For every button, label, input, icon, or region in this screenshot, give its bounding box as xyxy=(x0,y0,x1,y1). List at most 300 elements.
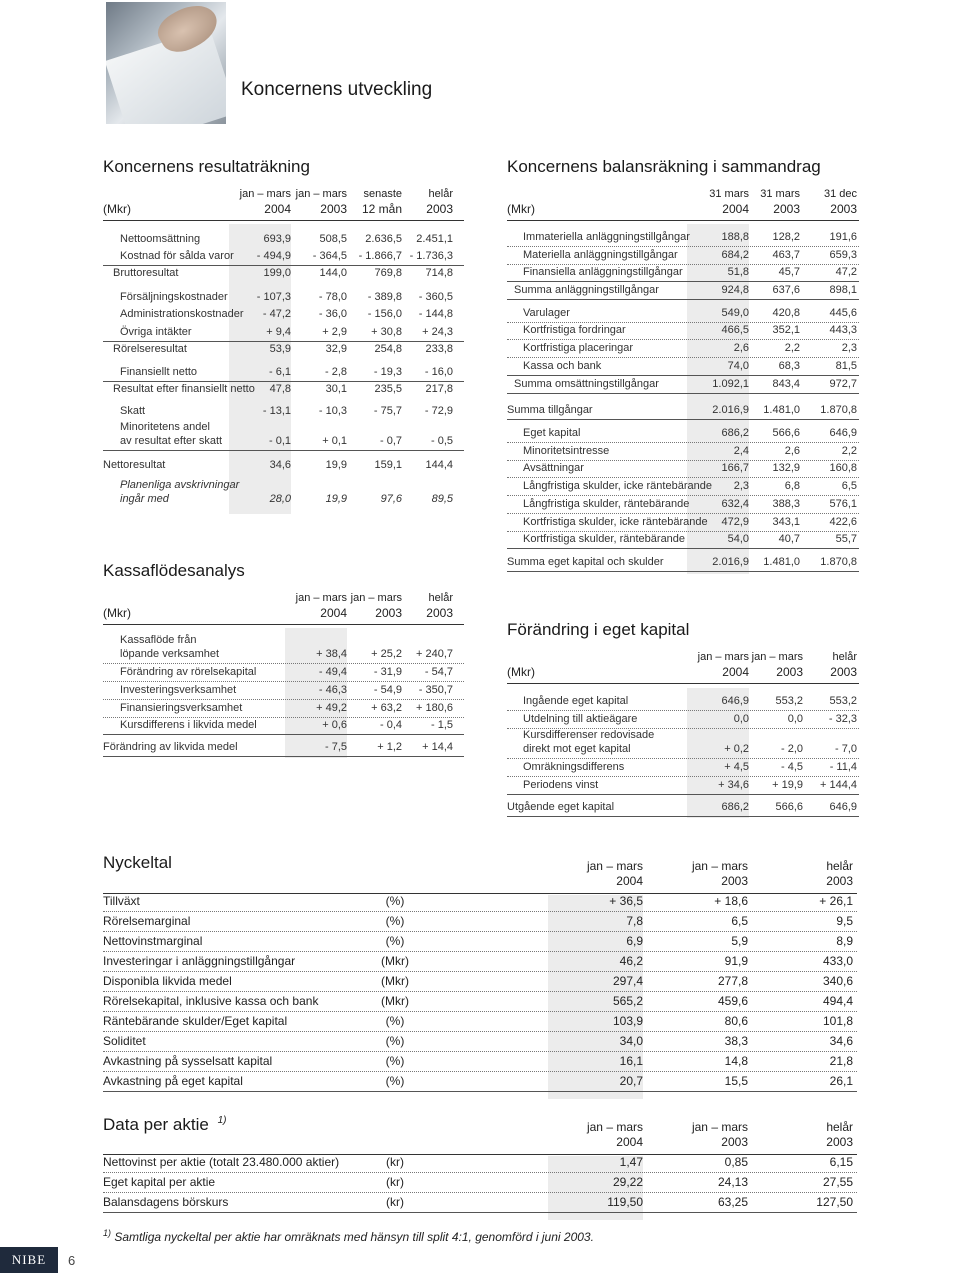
keyfigures-value-col1: 5,9 xyxy=(731,934,748,948)
equity-value-col0: + 34,6 xyxy=(718,779,749,791)
income-col-header-3 xyxy=(383,187,453,217)
balance-row xyxy=(0,359,960,373)
balance-value-col1: 843,4 xyxy=(772,378,800,390)
keyfigures-value-col1: 459,6 xyxy=(717,994,748,1008)
balance-col-header-line2: 2003 xyxy=(830,202,857,216)
pershare-value-col0: 1,47 xyxy=(619,1155,643,1169)
pershare-value-col2: 127,50 xyxy=(816,1195,853,1209)
keyfigures-row-label: Tillväxt xyxy=(103,894,140,908)
cashflow-value-col0: - 46,3 xyxy=(318,684,347,696)
cashflow-title: Kassaflödesanalys xyxy=(103,561,245,580)
balance-row-label-text: Summa eget kapital och skulder xyxy=(507,556,664,568)
keyfigures-row-unit: (%) xyxy=(385,914,405,928)
cashflow-row-label-text: Kursdifferens i likvida medel xyxy=(120,719,257,731)
keyfigures-value-col0: 6,9 xyxy=(626,934,643,948)
equity-value-col2: 646,9 xyxy=(829,801,857,813)
keyfigures-value-col1: 80,6 xyxy=(724,1014,748,1028)
income-row-label-text-2: av resultat efter skatt xyxy=(120,435,223,447)
equity-row xyxy=(0,694,960,708)
balance-row-rule xyxy=(507,548,859,549)
pershare-row-unit: (kr) xyxy=(386,1195,404,1209)
pershare-value-col0: 29,22 xyxy=(612,1175,643,1189)
pershare-col-header-line1: helår xyxy=(826,1120,853,1134)
equity-value-col2: - 32,3 xyxy=(828,713,857,725)
income-value-col2: - 1.866,7 xyxy=(358,250,402,262)
equity-row-label xyxy=(523,760,624,774)
keyfigures-row-label: Avkastning på eget kapital xyxy=(103,1074,243,1088)
keyfigures-row-unit: (Mkr) xyxy=(381,974,409,988)
balance-row-label-text: Kassa och bank xyxy=(523,360,602,372)
balance-value-col0: 2.016,9 xyxy=(712,404,749,416)
pershare-col-header-line2: 2003 xyxy=(721,1135,748,1149)
page-number: 6 xyxy=(68,1253,76,1268)
pershare-col-header-2 xyxy=(763,1120,853,1150)
keyfigures-row-rule xyxy=(103,1031,857,1032)
cashflow-row-label-text: Investeringsverksamhet xyxy=(120,684,237,696)
balance-value-col1: 128,2 xyxy=(772,231,800,243)
balance-value-col1: 1.481,0 xyxy=(763,556,800,568)
equity-value-col0: + 4,5 xyxy=(724,761,749,773)
pershare-col-header-line2: 2004 xyxy=(616,1135,643,1149)
cashflow-value-col0: - 49,4 xyxy=(318,666,347,678)
balance-value-col0: 188,8 xyxy=(721,231,749,243)
income-unit-label: (Mkr) xyxy=(103,202,131,216)
income-row-label-text: Kostnad för sålda varor xyxy=(120,250,234,262)
balance-value-col1: 352,1 xyxy=(772,324,800,336)
equity-value-col1: + 19,9 xyxy=(772,779,803,791)
keyfigures-row-unit: (%) xyxy=(385,934,405,948)
balance-row-label xyxy=(523,248,678,262)
keyfigures-value-col1: 91,9 xyxy=(724,954,748,968)
balance-row-label-text: Materiella anläggningstillgångar xyxy=(523,249,678,261)
balance-col-header-line1: 31 dec xyxy=(823,188,857,200)
balance-value-col2: 576,1 xyxy=(829,498,857,510)
equity-row-label xyxy=(523,778,598,792)
balance-row xyxy=(0,555,960,569)
footnote-mark: 1) xyxy=(103,1228,112,1238)
income-value-col1: 32,9 xyxy=(325,343,347,355)
balance-value-col1: 566,6 xyxy=(772,427,800,439)
cashflow-header-rule xyxy=(103,624,464,625)
equity-row-label-text: Periodens vinst xyxy=(523,779,599,791)
balance-value-col2: 443,3 xyxy=(829,324,857,336)
balance-value-col0: 472,9 xyxy=(721,516,749,528)
balance-value-col1: 2,2 xyxy=(784,342,800,354)
keyfigures-row-label: Investeringar i anläggningstillgångar xyxy=(103,954,296,968)
equity-title: Förändring i eget kapital xyxy=(507,620,690,639)
pershare-row-unit: (kr) xyxy=(386,1175,404,1189)
keyfigures-col-header-line1: jan – mars xyxy=(586,859,643,873)
income-value-col1: 30,1 xyxy=(325,383,347,395)
balance-col-header-line1: 31 mars xyxy=(709,188,749,200)
keyfigures-title: Nyckeltal xyxy=(103,853,172,872)
income-col-header-line1: helår xyxy=(428,188,453,200)
equity-row xyxy=(0,760,960,774)
keyfigures-row xyxy=(0,1074,960,1089)
balance-row-label-text: Kortfristiga skulder, icke räntebärande xyxy=(523,516,708,528)
keyfigures-col-header-line2: 2003 xyxy=(721,874,748,888)
income-value-col3: 144,4 xyxy=(425,459,453,471)
income-value-col2: 769,8 xyxy=(374,267,402,279)
keyfigures-row-rule xyxy=(103,1011,857,1012)
pershare-col-header-line2: 2003 xyxy=(826,1135,853,1149)
income-title: Koncernens resultaträkning xyxy=(103,157,310,176)
balance-row xyxy=(0,306,960,320)
pershare-col-header-1 xyxy=(658,1120,748,1150)
keyfigures-row-label: Disponibla likvida medel xyxy=(103,974,232,988)
balance-value-col0: 924,8 xyxy=(721,284,749,296)
pershare-value-col0: 119,50 xyxy=(607,1195,643,1209)
income-value-col1: - 2,8 xyxy=(324,366,347,378)
balance-row-label-text: Långfristiga skulder, räntebärande xyxy=(523,498,690,510)
pershare-row xyxy=(0,1175,960,1190)
balance-value-col2: 6,5 xyxy=(841,480,857,492)
balance-row-label xyxy=(523,341,633,355)
income-value-col3: 2.451,1 xyxy=(416,233,453,245)
income-col-header-line1: jan – mars xyxy=(239,188,291,200)
cashflow-col-header-line1: jan – mars xyxy=(295,592,347,604)
balance-row-label-text: Summa anläggningstillgångar xyxy=(514,284,659,296)
equity-value-col2: - 7,0 xyxy=(834,743,857,755)
nibe-logo: NIBE xyxy=(0,1247,58,1273)
income-col-header-line2: 2003 xyxy=(426,202,453,216)
pershare-value-col2: 6,15 xyxy=(829,1155,853,1169)
income-value-col0: - 0,1 xyxy=(268,435,291,447)
balance-row-rule xyxy=(507,357,859,358)
keyfigures-col-header-line2: 2004 xyxy=(616,874,643,888)
keyfigures-row xyxy=(0,1014,960,1029)
balance-row-label xyxy=(523,532,685,546)
income-value-col3: 714,8 xyxy=(425,267,453,279)
equity-row-rule xyxy=(507,710,859,711)
cashflow-row-label xyxy=(120,633,219,661)
income-value-col0: 53,9 xyxy=(269,343,291,355)
balance-row xyxy=(0,230,960,244)
cashflow-value-col1: + 1,2 xyxy=(377,741,402,753)
footnote-text: Samtliga nyckeltal per aktie har omräknats med hänsyn till split 4:1, genomförd i juni 2003. xyxy=(114,1230,594,1244)
balance-row xyxy=(0,444,960,458)
pershare-row-rule xyxy=(103,1192,857,1193)
income-value-col2: 2.636,5 xyxy=(365,233,402,245)
keyfigures-value-col2: 8,9 xyxy=(836,934,853,948)
equity-col-header-line2: 2004 xyxy=(722,665,749,679)
balance-value-col1: 637,6 xyxy=(772,284,800,296)
pershare-row-unit: (kr) xyxy=(386,1155,404,1169)
keyfigures-row xyxy=(0,1054,960,1069)
income-value-col2: - 75,7 xyxy=(373,405,402,417)
income-row-label-text: Skatt xyxy=(120,405,146,417)
keyfigures-row-rule xyxy=(103,1071,857,1072)
pershare-row-label: Nettovinst per aktie (totalt 23.480.000 aktier) xyxy=(103,1155,340,1169)
balance-value-col1: 463,7 xyxy=(772,249,800,261)
cashflow-value-col1: + 63,2 xyxy=(371,702,402,714)
equity-col-header-line1: jan – mars xyxy=(697,651,749,663)
keyfigures-row-label: Rörelsekapital, inklusive kassa och bank xyxy=(103,994,319,1008)
balance-value-col0: 2,6 xyxy=(733,342,749,354)
balance-row-rule xyxy=(507,571,859,572)
income-col-header-line1: senaste xyxy=(363,188,402,200)
income-row-label-text: Övriga intäkter xyxy=(120,326,192,338)
equity-value-col0: 686,2 xyxy=(721,801,749,813)
balance-value-col2: 972,7 xyxy=(829,378,857,390)
equity-row-label-text: Utdelning till aktieägare xyxy=(523,713,638,725)
balance-row-label-text: Finansiella anläggningstillgångar xyxy=(523,266,683,278)
keyfigures-row-rule xyxy=(103,911,857,912)
keyfigures-value-col2: 433,0 xyxy=(822,954,853,968)
balance-row-rule xyxy=(507,281,859,282)
balance-row-label-text: Summa omsättningstillgångar xyxy=(514,378,659,390)
equity-row xyxy=(0,728,960,756)
balance-value-col0: 74,0 xyxy=(727,360,749,372)
balance-value-col1: 1.481,0 xyxy=(763,404,800,416)
balance-title: Koncernens balansräkning i sammandrag xyxy=(507,157,821,176)
cashflow-col-header-line1: jan – mars xyxy=(350,592,402,604)
cashflow-value-col2: + 14,4 xyxy=(422,741,453,753)
keyfigures-value-col2: 494,4 xyxy=(822,994,853,1008)
balance-value-col0: 1.092,1 xyxy=(712,378,749,390)
balance-col-header-2 xyxy=(787,187,857,217)
cashflow-value-col2: + 180,6 xyxy=(415,702,453,714)
page-title: Koncernens utveckling xyxy=(241,79,433,100)
equity-value-col2: - 11,4 xyxy=(829,761,857,773)
balance-row-label xyxy=(514,377,659,391)
pershare-row-label: Balansdagens börskurs xyxy=(103,1195,229,1209)
cashflow-col-header-line2: 2004 xyxy=(320,606,347,620)
income-value-col2: - 389,8 xyxy=(367,291,402,303)
balance-value-col0: 549,0 xyxy=(721,307,749,319)
cashflow-value-col1: - 54,9 xyxy=(373,684,402,696)
balance-value-col2: 1.870,8 xyxy=(820,556,857,568)
income-value-col2: 97,6 xyxy=(380,493,402,505)
equity-row-label xyxy=(523,712,637,726)
keyfigures-row-rule xyxy=(103,991,857,992)
income-value-col0: 199,0 xyxy=(263,267,291,279)
cashflow-col-header-line2: 2003 xyxy=(375,606,402,620)
balance-row xyxy=(0,283,960,297)
balance-value-col2: 422,6 xyxy=(829,516,857,528)
keyfigures-row xyxy=(0,894,960,909)
equity-value-col1: - 4,5 xyxy=(780,761,803,773)
balance-value-col1: 45,7 xyxy=(778,266,800,278)
keyfigures-value-col2: 101,8 xyxy=(822,1014,853,1028)
equity-col-header-line2: 2003 xyxy=(776,665,803,679)
equity-value-col0: + 0,2 xyxy=(724,743,749,755)
cashflow-value-col2: - 54,7 xyxy=(424,666,453,678)
pershare-row xyxy=(0,1155,960,1170)
keyfigures-value-col2: 26,1 xyxy=(829,1074,853,1088)
cashflow-value-col1: - 31,9 xyxy=(373,666,402,678)
equity-row-rule xyxy=(507,794,859,795)
income-value-col0: - 47,2 xyxy=(262,308,291,320)
keyfigures-row-unit: (%) xyxy=(385,894,405,908)
keyfigures-row-label: Soliditet xyxy=(103,1034,146,1048)
balance-col-header-line2: 2003 xyxy=(773,202,800,216)
income-value-col3: + 24,3 xyxy=(422,326,453,338)
balance-value-col2: 81,5 xyxy=(835,360,857,372)
balance-row-rule xyxy=(507,393,859,394)
income-row-label-text: Resultat efter finansiellt netto xyxy=(113,383,255,395)
balance-row-label xyxy=(523,323,626,337)
balance-value-col1: 40,7 xyxy=(778,533,800,545)
balance-row-label xyxy=(523,306,570,320)
keyfigures-row xyxy=(0,974,960,989)
equity-value-col1: 566,6 xyxy=(775,801,803,813)
header-photo xyxy=(106,2,226,124)
income-row-label-text: Planenliga avskrivningar xyxy=(120,479,240,491)
keyfigures-row-rule xyxy=(103,1091,857,1092)
income-value-col1: 508,5 xyxy=(319,233,347,245)
pershare-col-header-line1: jan – mars xyxy=(586,1120,643,1134)
income-row-label-text: Försäljningskostnader xyxy=(120,291,228,303)
income-value-col2: 159,1 xyxy=(374,459,402,471)
income-value-col3: - 360,5 xyxy=(418,291,453,303)
income-value-col2: - 156,0 xyxy=(367,308,402,320)
income-value-col3: - 1.736,3 xyxy=(409,250,453,262)
balance-row xyxy=(0,403,960,417)
income-value-col2: + 30,8 xyxy=(371,326,402,338)
income-value-col0: 693,9 xyxy=(263,233,291,245)
cashflow-unit-label: (Mkr) xyxy=(103,606,131,620)
balance-row-label-text: Varulager xyxy=(523,307,570,319)
balance-row-label xyxy=(523,461,584,475)
pershare-col-header-line1: jan – mars xyxy=(691,1120,748,1134)
equity-row-label-text: Ingående eget kapital xyxy=(523,695,629,707)
pershare-col-header-0 xyxy=(553,1120,643,1150)
income-value-col2: - 0,7 xyxy=(379,435,402,447)
balance-unit-label: (Mkr) xyxy=(507,202,535,216)
equity-value-col0: 646,9 xyxy=(721,695,749,707)
balance-row xyxy=(0,479,960,493)
pershare-title xyxy=(103,1115,226,1135)
keyfigures-value-col2: 9,5 xyxy=(836,914,853,928)
balance-row-label xyxy=(523,444,609,458)
equity-value-col2: 553,2 xyxy=(829,695,857,707)
income-value-col2: - 19,3 xyxy=(373,366,402,378)
balance-row xyxy=(0,461,960,475)
cashflow-row-rule xyxy=(103,756,464,757)
equity-row xyxy=(0,778,960,792)
balance-row-rule xyxy=(507,339,859,340)
balance-row-rule xyxy=(507,375,859,376)
balance-row-rule xyxy=(507,495,859,496)
income-value-col0: + 9,4 xyxy=(266,326,291,338)
pershare-title-note: 1) xyxy=(217,1115,227,1127)
balance-value-col1: 6,8 xyxy=(784,480,800,492)
balance-value-col0: 466,5 xyxy=(721,324,749,336)
pershare-row-rule xyxy=(103,1172,857,1173)
keyfigures-value-col1: 15,5 xyxy=(724,1074,748,1088)
keyfigures-row-label: Räntebärande skulder/Eget kapital xyxy=(103,1014,288,1028)
balance-value-col0: 2.016,9 xyxy=(712,556,749,568)
balance-value-col0: 684,2 xyxy=(721,249,749,261)
equity-row-label xyxy=(523,728,654,756)
keyfigures-value-col0: 103,9 xyxy=(612,1014,643,1028)
keyfigures-row xyxy=(0,1034,960,1049)
keyfigures-row-label: Nettovinstmarginal xyxy=(103,934,203,948)
balance-value-col1: 343,1 xyxy=(772,516,800,528)
cashflow-value-col0: - 7,5 xyxy=(324,741,347,753)
income-col-header-line2: 2003 xyxy=(320,202,347,216)
balance-row-rule xyxy=(507,442,859,443)
keyfigures-row-rule xyxy=(103,971,857,972)
balance-row-label xyxy=(523,426,580,440)
equity-row-label-text: Utgående eget kapital xyxy=(507,801,615,813)
keyfigures-col-header-1 xyxy=(658,859,748,889)
balance-row xyxy=(0,515,960,529)
cashflow-value-col0: + 49,2 xyxy=(316,702,347,714)
balance-header-rule xyxy=(507,220,859,221)
balance-value-col2: 659,3 xyxy=(829,249,857,261)
keyfigures-value-col1: 14,8 xyxy=(724,1054,748,1068)
equity-value-col1: 0,0 xyxy=(787,713,803,725)
equity-row-label-text: Omräkningsdifferens xyxy=(523,761,625,773)
cashflow-value-col2: - 1,5 xyxy=(430,719,453,731)
balance-row xyxy=(0,497,960,511)
balance-value-col2: 2,2 xyxy=(841,445,857,457)
keyfigures-col-header-line1: helår xyxy=(826,859,853,873)
cashflow-value-col1: - 0,4 xyxy=(379,719,402,731)
keyfigures-value-col1: + 18,6 xyxy=(714,894,748,908)
equity-col-header-2 xyxy=(787,650,857,680)
income-value-col1: - 10,3 xyxy=(318,405,347,417)
keyfigures-row-rule xyxy=(103,931,857,932)
balance-row-label-text: Minoritetsintresse xyxy=(523,445,610,457)
balance-row-label-text: Kortfristiga fordringar xyxy=(523,324,626,336)
footnote xyxy=(103,1228,594,1244)
income-row-label-text: Nettoomsättning xyxy=(120,233,201,245)
pershare-value-col1: 24,13 xyxy=(717,1175,748,1189)
keyfigures-value-col0: 7,8 xyxy=(626,914,643,928)
keyfigures-value-col0: 20,7 xyxy=(619,1074,643,1088)
balance-row-label-text: Kortfristiga placeringar xyxy=(523,342,634,354)
income-value-col2: 254,8 xyxy=(374,343,402,355)
keyfigures-row-unit: (Mkr) xyxy=(381,954,409,968)
balance-row-rule xyxy=(507,299,859,300)
keyfigures-row-label: Rörelsemarginal xyxy=(103,914,191,928)
keyfigures-value-col2: 34,6 xyxy=(829,1034,853,1048)
keyfigures-row-unit: (%) xyxy=(385,1014,405,1028)
keyfigures-value-col2: 340,6 xyxy=(822,974,853,988)
pershare-row-rule xyxy=(103,1212,857,1213)
keyfigures-row-unit: (%) xyxy=(385,1054,405,1068)
keyfigures-value-col2: 21,8 xyxy=(829,1054,853,1068)
keyfigures-col-header-0 xyxy=(553,859,643,889)
keyfigures-col-header-line1: jan – mars xyxy=(691,859,748,873)
equity-value-col1: - 2,0 xyxy=(780,743,803,755)
keyfigures-row xyxy=(0,914,960,929)
balance-row-label xyxy=(507,403,593,417)
balance-value-col2: 191,6 xyxy=(829,231,857,243)
balance-row-label xyxy=(507,555,664,569)
equity-col-header-line1: helår xyxy=(832,651,857,663)
income-row-label-text: Finansiellt netto xyxy=(120,366,198,378)
income-header-rule xyxy=(103,220,464,221)
cashflow-value-col2: + 240,7 xyxy=(415,648,453,660)
income-row-label-text: Nettoresultat xyxy=(103,459,166,471)
income-row-label-text-2: ingår med xyxy=(120,493,169,505)
balance-row xyxy=(0,377,960,391)
pershare-row-label: Eget kapital per aktie xyxy=(103,1175,216,1189)
balance-row-rule xyxy=(507,419,859,420)
equity-row-rule xyxy=(507,758,859,759)
balance-row-rule xyxy=(507,477,859,478)
equity-value-col2: + 144,4 xyxy=(819,779,857,791)
equity-row-label-text-2: direkt mot eget kapital xyxy=(523,743,631,755)
equity-value-col1: 553,2 xyxy=(775,695,803,707)
income-value-col0: - 107,3 xyxy=(256,291,291,303)
cashflow-col-header-line2: 2003 xyxy=(426,606,453,620)
keyfigures-col-header-line2: 2003 xyxy=(826,874,853,888)
